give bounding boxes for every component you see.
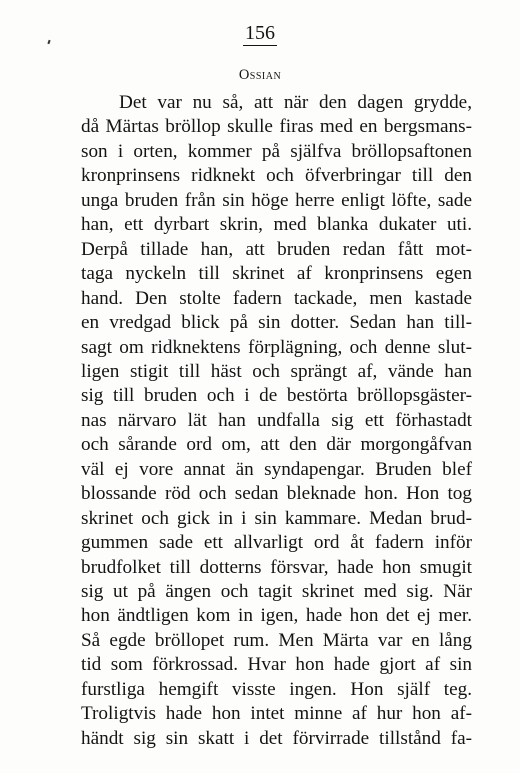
- text-line: nas närvaro lät han undfalla sig ett förhastadt: [81, 409, 472, 431]
- text-line: en vredgad blick på sin dotter. Sedan han till-: [81, 312, 472, 334]
- text-line: unga bruden från sin höge herre enligt löfte, sade: [81, 189, 472, 211]
- text-line: hon ändtligen kom in igen, hade hon det ej mer.: [81, 605, 472, 627]
- text-line: brudfolket till dotterns försvar, hade hon smugit: [81, 556, 472, 578]
- text-line: sig ut på ängen och tagit skrinet med sig. När: [81, 581, 472, 602]
- text-line: Troligtvis hade hon intet minne af hur hon af-: [81, 703, 472, 725]
- text-line: hand. Den stolte fadern tackade, men kastade: [81, 287, 472, 309]
- text-line: ligen stigit till häst och sprängt af, vände han: [81, 360, 472, 382]
- text-line: väl ej vore annat än syndapengar. Bruden blef: [81, 458, 472, 480]
- text-line: sagt om ridknektens förplägning, och denne slut-: [81, 336, 472, 358]
- text-line: skrinet och gick in i sin kammare. Medan brud-: [81, 507, 472, 529]
- page-number: [0, 21, 520, 46]
- text-line: furstliga hemgift visste ingen. Hon själf teg.: [81, 678, 472, 700]
- running-head: Ossian: [238, 67, 282, 83]
- page-number-text: 156: [245, 22, 275, 44]
- text-line: gummen sade ett allvarligt ord åt fadern inför: [81, 532, 472, 554]
- text-line: son i orten, kommer på själfva bröllopsaftonen: [81, 140, 472, 162]
- text-line: sig till bruden och i de bestörta bröllopsgäster-: [81, 385, 472, 407]
- text-line: taga nyckeln till skrinet af kronprinsens egen: [81, 263, 472, 285]
- text-line: Så egde bröllopet rum. Men Märta var en lång: [81, 629, 472, 651]
- text-line: kronprinsens ridknekt och öfverbringar till den: [81, 165, 472, 187]
- text-line: tid som förkrossad. Hvar hon hade gjort af sin: [81, 654, 472, 676]
- text-line: händt sig sin skatt i det förvirrade tillstånd fa-: [81, 727, 472, 749]
- text-line: Derpå tillade han, att bruden redan fått mot-: [81, 238, 472, 260]
- text-line: Det var nu så, att när den dagen grydde,: [119, 92, 472, 113]
- text-line: då Märtas bröllop skulle firas med en bergsmans-: [81, 116, 472, 138]
- text-line: blossande röd och sedan bleknade hon. Hon tog: [81, 483, 472, 505]
- text-line: han, ett dyrbart skrin, med blanka dukater uti.: [81, 214, 472, 236]
- text-line: och sårande ord om, att den där morgongåfvan: [81, 434, 472, 456]
